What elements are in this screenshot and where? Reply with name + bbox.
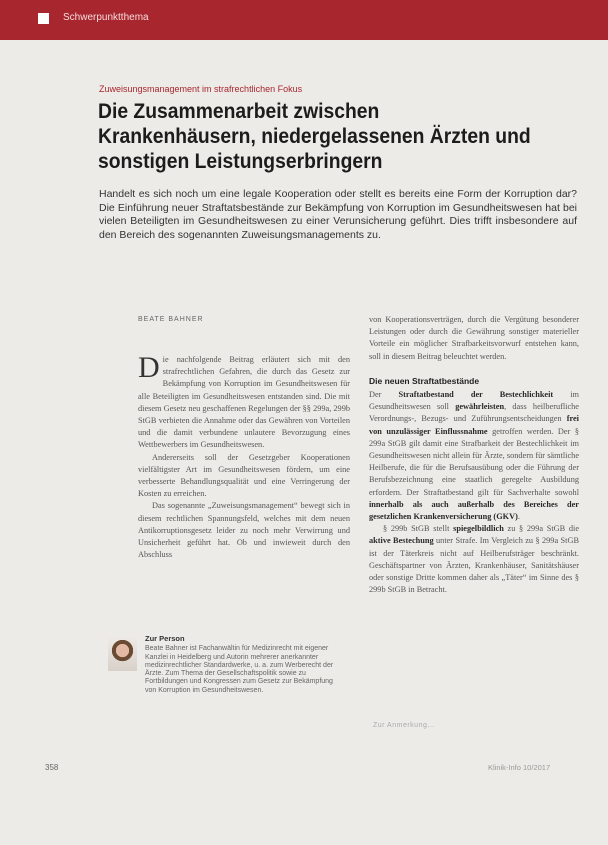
person-heading: Zur Person bbox=[145, 634, 185, 643]
p3-text-c: zu § 299a StGB die bbox=[503, 524, 579, 534]
author-photo bbox=[108, 638, 137, 671]
right-paragraph-2 bbox=[369, 389, 579, 523]
article-kicker: Zuweisungsmanagement im strafrechtlichen Fokus bbox=[99, 84, 303, 94]
p2-text-e: , dass heilberufliche Verordnungs-, Bezugs- und Zuführungsentscheidungen bbox=[369, 402, 579, 424]
signature-line: Zur Anmerkung… bbox=[373, 722, 435, 729]
left-column bbox=[138, 351, 350, 561]
person-text: Beate Bahner ist Fachanwältin für Medizinrecht mit eigener Kanzlei in Heidelberg und Autorin mehrerer anerkannter medizinrechtlicher Standardwerke, u. a. zum Werberecht der Ärzte. Zum Thema der Gesellschaftspolitik sowie zu Fortbildungen und Kongressen zum Gesetz zur Bekämpfung von Korruption im Gesundheitswesen. bbox=[145, 645, 334, 694]
p3-bold-d: aktive Bestechung bbox=[369, 536, 434, 546]
right-paragraph-3 bbox=[369, 523, 579, 596]
header-bar bbox=[0, 0, 608, 40]
person-box bbox=[145, 635, 343, 695]
page-number: 358 bbox=[45, 763, 59, 772]
p2-text-c: im Gesundheitswesen soll bbox=[369, 390, 579, 412]
author-name: BEATE BAHNER bbox=[138, 316, 204, 323]
right-column bbox=[369, 314, 579, 596]
p3-text-e: unter Strafe. Im Vergleich zu § 299a StGB ist der Täterkreis nicht auf Heilberufsträger beschränkt. Geschäftspartner von Ärzten, Krankenhäuser, Sanitätshäuser oder sonstige Dritte kommen daher als „Täter“ im Sinne des § 299b StGB in Betracht. bbox=[369, 536, 579, 595]
dropcap: D bbox=[138, 351, 160, 384]
right-paragraph-1: von Kooperationsverträgen, durch die Vergütung besonderer Leistungen oder durch die Gewährung sonstiger materieller Vorteile ein möglicher Strafbarkeitsvorwurf entstehen kann, soll in diesem Beitrag beleuchtet werden. bbox=[369, 315, 579, 361]
p2-bold-f: frei von unzulässiger Einflussnahme bbox=[369, 414, 579, 436]
p2-text-a: Der bbox=[369, 390, 399, 400]
left-paragraph-3: Das sogenannte „Zuweisungsmanagement“ bewegt sich in diesem rechtlichen Spannungsfeld, welches mit dem neuen Antikorruptionsgesetz leider zu noch mehr Verwirrung und Unsicherheit geführt hat. Ob und inwieweit durch den Abschluss bbox=[138, 501, 350, 560]
p3-bold-b: spiegelbildlich bbox=[453, 524, 504, 534]
article-lead: Handelt es sich noch um eine legale Kooperation oder stellt es bereits eine Form der Korruption dar? Die Einführung neuer Straftatsbestände zur Bekämpfung von Korruption im Gesundheitswesen hat bei vielen Beteiligten im Gesundheitswesen zu einer Verunsicherung geführt. Dies trifft insbesondere auf den Bereich des sogenannten Zuweisungsmanagements zu. bbox=[99, 188, 577, 241]
p2-text-i: . bbox=[517, 512, 520, 522]
left-paragraph-1 bbox=[138, 351, 350, 452]
p2-bold-d: gewährleisten bbox=[455, 402, 505, 412]
left-paragraph-2: Andererseits soll der Gesetzgeber Kooperationen vielfältigster Art im Gesundheitswesen fördern, um eine verbesserte Behandlungsqualität und eine Verringerung der Kosten zu erreichen. bbox=[138, 452, 350, 499]
p2-text-g: getroffen werden. Der § 299a StGB gilt damit eine Strafbarkeit der Bestechlichkeit im Gesundheitswesen nicht allein für Ärzte, sondern für sämtliche Heilberufe, die für die Berufsausübung oder die Führung der Berufsbezeichnung eine staatlich geregelte Ausbildung erfordern. Der Straftatbestand gilt für Sachverhalte sowohl bbox=[369, 426, 579, 497]
section-title: Schwerpunktthema bbox=[63, 12, 149, 23]
p3-text-a: § 299b StGB stellt bbox=[383, 524, 454, 534]
footer-publication: Klinik-Info 10/2017 bbox=[488, 763, 551, 772]
section-square-icon bbox=[38, 13, 49, 24]
section-subhead: Die neuen Straftatbestände bbox=[369, 375, 480, 386]
left-p1-text: ie nachfolgende Beitrag erläutert sich mit den strafrechtlichen Gefahren, die durch das Gesetz zur Bekämpfung von Korruption im Gesundheitswesen für alle Beteiligten im Gesundheitswesen entstanden sind. Die mit diesem Gesetz neu geschaffenen Regelungen der §§ 299a, 299b StGB verbieten die Annahme oder das Gewähren von Vorteilen und die damit verbundene unlautere Bevorzugung eines Wettbewerbers im Gesundheitswesen. bbox=[138, 355, 350, 450]
p2-bold-h: innerhalb als auch außerhalb des Bereiches der gesetzlichen Krankenversicherung (GKV) bbox=[369, 499, 579, 522]
article-title: Die Zusammenarbeit zwischen Krankenhäusern, niedergelassenen Ärzten und sonstigen Leistungserbringern bbox=[98, 100, 531, 173]
p2-bold-b: Straftatbestand der Bestechlichkeit bbox=[398, 390, 554, 400]
